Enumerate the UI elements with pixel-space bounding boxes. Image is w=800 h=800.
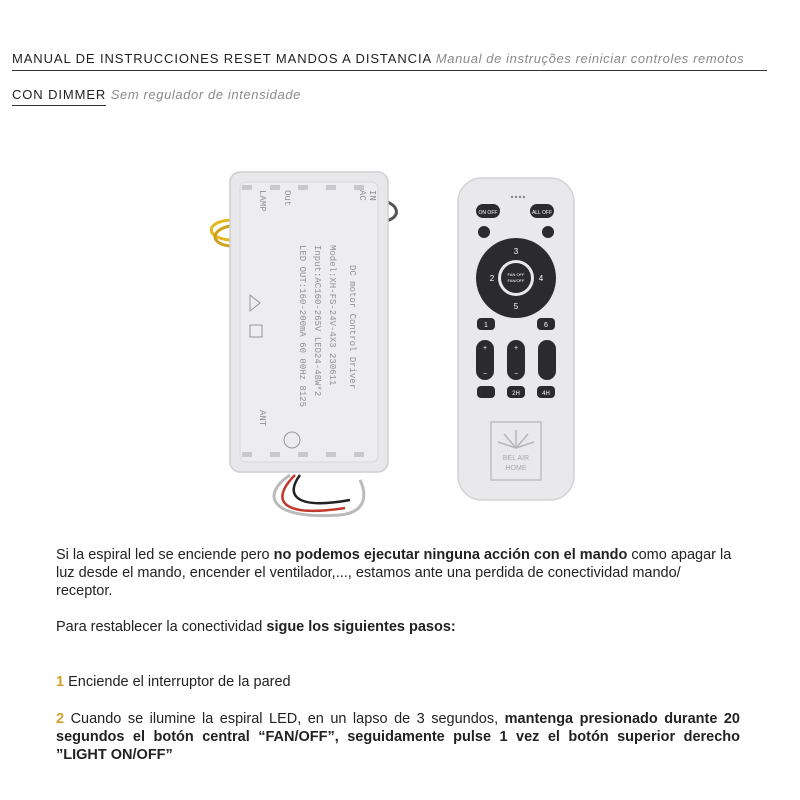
fan-off-line2: FAN/OFF [507, 278, 525, 283]
manual-title [12, 51, 767, 71]
step-2 [56, 710, 740, 764]
driver-ant-label: ANT [257, 410, 267, 427]
timer-4h-label: 4H [542, 391, 550, 397]
speed-2-label: 2 [489, 274, 495, 283]
description-text-end: como apagar la luz desde el mando, encender el ventilador,..., estamos ante una perdida de conectividad mando/ receptor. [56, 547, 732, 599]
manual-title-pt: Manual de instruções reiniciar controles remotos [435, 51, 745, 66]
product-photo [200, 160, 600, 530]
remote-light-button [542, 226, 554, 238]
step-2-text: Cuando se ilumine la espiral LED, en un lapso de 3 segundos, [70, 711, 505, 727]
instructions-intro [56, 618, 740, 636]
timer-2h-label: 2H [512, 391, 520, 397]
svg-text:+: + [482, 345, 488, 352]
step-1-text: Enciende el interruptor de la pared [68, 674, 291, 690]
remote-speed-6-button [537, 318, 555, 330]
speed-3-label: 3 [513, 247, 519, 256]
speed-6-label: 6 [544, 322, 548, 329]
driver-input: Input:AC160-265V LED24-48W*2 [312, 245, 322, 397]
manual-subtitle-pt: Sem regulador de intensidade [110, 87, 301, 102]
manual-title-es: MANUAL DE INSTRUCCIONES RESET MANDOS A DISTANCIA [12, 51, 432, 66]
description-text-start: Si la espiral led se enciende pero [56, 547, 274, 563]
intro-emphasis: sigue los siguientes pasos: [266, 619, 456, 635]
step-2-number: 2 [56, 711, 65, 727]
remote-timer-2h-button [507, 386, 525, 398]
remote-mode-rocker [538, 340, 556, 380]
speed-1-label: 1 [484, 322, 488, 329]
speed-4-label: 4 [538, 274, 544, 283]
description-emphasis: no podemos ejecutar ninguna acción con el mando [273, 547, 628, 563]
driver-lamp-label: LAMP [257, 190, 267, 212]
driver-out-label: Out [282, 190, 292, 207]
remote-clock-button [478, 226, 490, 238]
driver-title: DC motor Control Driver [347, 265, 357, 390]
remote-control [458, 178, 574, 500]
step-1 [56, 673, 740, 691]
svg-text:−: − [482, 371, 488, 378]
product-illustration [200, 160, 600, 530]
driver-box [230, 172, 388, 472]
speed-5-label: 5 [513, 302, 519, 311]
remote-on-off-button [476, 204, 500, 218]
remote-wind-button [477, 386, 495, 398]
on-off-label: ON OFF [478, 210, 498, 216]
brand-line1: BEL AIR [502, 455, 530, 462]
fan-off-line1: FAN OFF [507, 272, 525, 277]
step-2-emphasis: mantenga presionado durante 20 segundos el botón central “FAN/OFF”, seguidamente pulse 1 vez el botón superior derecho ”LIGHT ON/OFF” [56, 711, 740, 763]
manual-subtitle [12, 87, 301, 105]
driver-model: Model:XH-FS-24V-4X3 230611 [327, 245, 337, 386]
connectivity-description [56, 546, 740, 600]
remote-all-off-button [530, 204, 554, 218]
intro-text: Para restablecer la conectividad [56, 619, 267, 635]
driver-ac-label: AC [357, 190, 367, 201]
svg-text:+: + [513, 345, 519, 352]
svg-text:−: − [513, 371, 519, 378]
all-off-label: ALL OFF [531, 210, 553, 216]
brand-line2: HOME [505, 465, 527, 472]
driver-led-out: LED OUT:160-200mA 60 00Hz 8125 [297, 245, 307, 408]
step-1-number: 1 [56, 674, 65, 690]
remote-speed-1-button [477, 318, 495, 330]
manual-subtitle-es: CON DIMMER [12, 87, 106, 106]
remote-timer-4h-button [537, 386, 555, 398]
driver-in-label: IN [367, 190, 377, 201]
remote-direction-pad [476, 238, 556, 318]
